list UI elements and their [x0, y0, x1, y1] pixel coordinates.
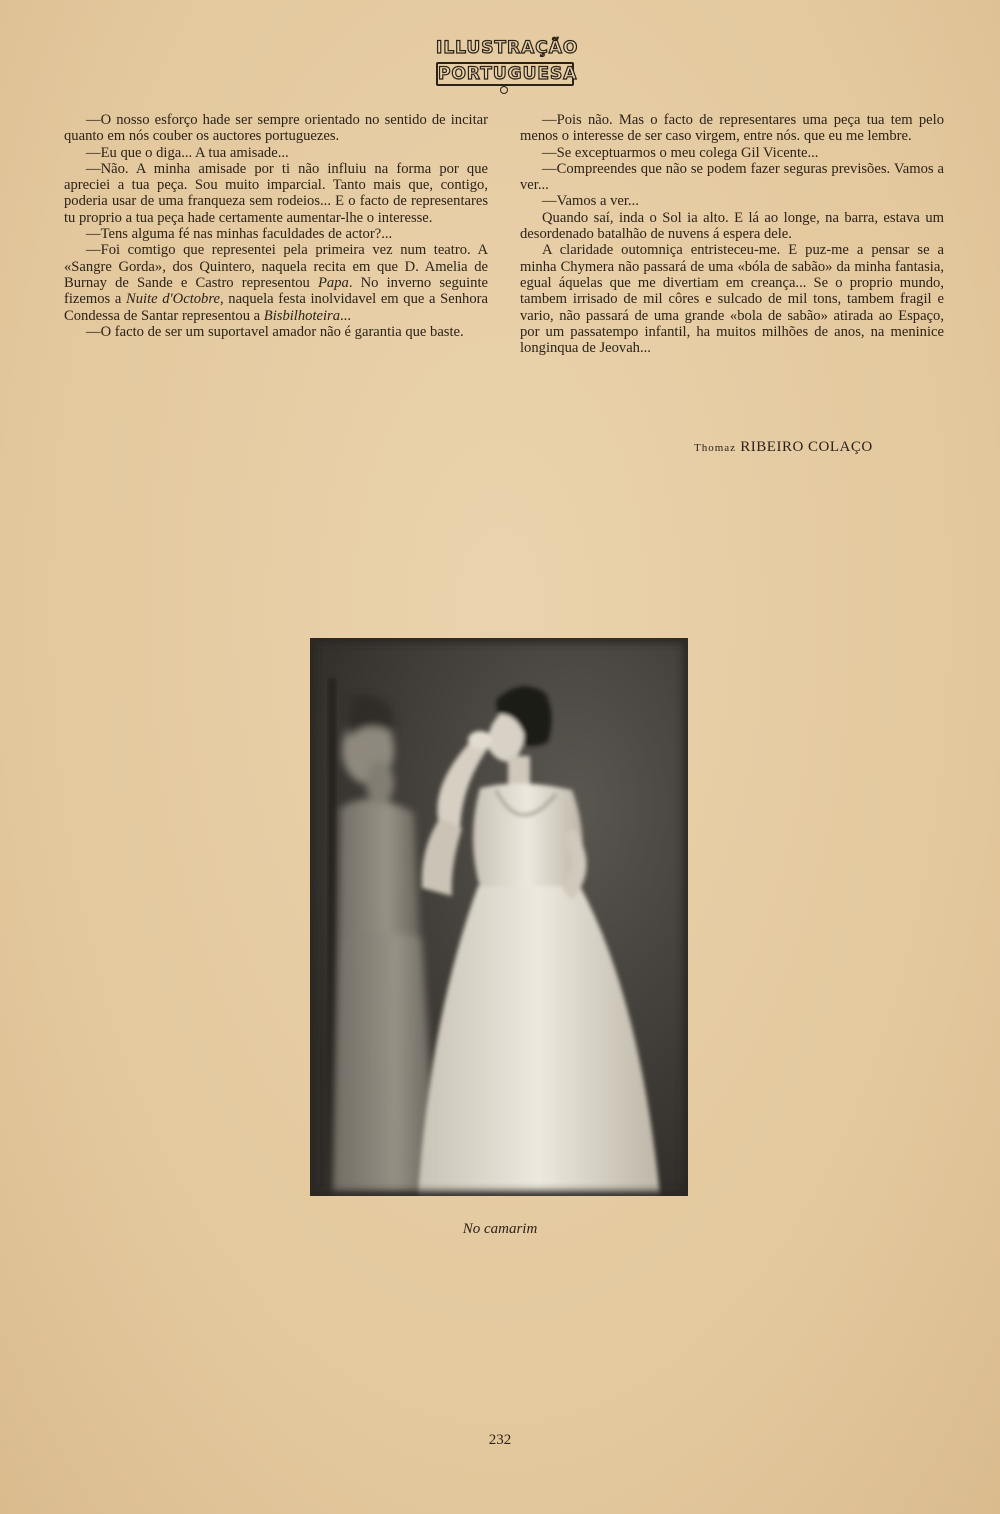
paragraph: —Pois não. Mas o facto de representares uma peça tua tem pelo menos o interesse de ser caso virgem, entre nós. que eu me lembre.	[520, 112, 944, 145]
paragraph: —O facto de ser um suportavel amador não é garantia que baste.	[86, 323, 464, 340]
paragraph: —O nosso esforço hade ser sempre orientado no sentido de incitar quanto em nós couber os auctores portuguezes.	[64, 112, 488, 145]
author-first-name: Thomaz	[694, 442, 737, 454]
text-run: —Foi comtigo que representei pela primeira vez num teatro. A «Sangre Gorda», dos Quintero, naquela recita em que D. Amelia de Burnay de Sande e Castro representou	[64, 242, 488, 291]
paragraph: —Tens alguma fé nas minhas faculdades de actor?...	[86, 226, 393, 243]
photo-caption: No camarim	[462, 1221, 538, 1237]
author-signature	[694, 439, 873, 456]
paragraph: —Não. A minha amisade por ti não influiu na forma por que apreciei a tua peça. Sou muito imparcial. Tanto mais que, contigo, poderia usar de uma franqueza sem rodeios... E o facto de representares tu proprio a tua peça hade certamente aumentar-lhe o interesse.	[64, 160, 488, 226]
paragraph: —Eu que o diga... A tua amisade...	[86, 144, 289, 161]
italic-title: Bisbilhoteira	[263, 307, 341, 324]
text-run: . No inverno seguinte fizemos a	[64, 274, 488, 308]
paragraph: —Vamos a ver...	[542, 193, 639, 210]
paragraph: A claridade outomniça entristeceu-me. E puz-me a pensar se a minha Chymera não passará de uma «bóla de sabão» da minha fantasia, egual áquelas que me divertiam em creança... Se o proprio mundo, tambem irrisado de mil côres e sulcado de mil tons, tambem fragil e vario, não passará de uma grande «bola de sabão» atirada ao Espaço, por um passatempo infantil, ha muitos milhões de anos, na meninice longinqua de Jeovah...	[520, 242, 944, 357]
paragraph: —Se exceptuarmos o meu colega Gil Vicente...	[542, 144, 819, 161]
paragraph: Quando saí, inda o Sol ia alto. E lá ao longe, na barra, estava um desordenado batalhão de nuvens á espera dele.	[520, 209, 944, 243]
italic-title: Papa	[318, 274, 349, 291]
paragraph	[64, 242, 488, 323]
page-number: 232	[488, 1432, 512, 1448]
photo-woman-at-mirror-illustration	[310, 638, 688, 1196]
masthead-line-1: ILLUSTRAÇÃO	[436, 38, 579, 58]
italic-title: Nuite d'Octobre	[125, 291, 220, 308]
author-surname: RIBEIRO COLAÇO	[740, 439, 873, 455]
magazine-masthead-logo	[436, 34, 579, 92]
masthead-ornament-icon	[500, 86, 508, 94]
article-column-left	[64, 112, 488, 340]
photograph	[310, 638, 688, 1196]
paragraph: —Compreendes que não se podem fazer seguras previsões. Vamos a ver...	[520, 160, 944, 194]
text-run: ...	[340, 307, 351, 324]
text-run: , naquela festa inolvidavel em que a Senhora Condessa de Santar representou a	[64, 291, 488, 324]
article-column-right	[520, 112, 944, 356]
masthead-line-2: PORTUGUESA	[438, 64, 578, 84]
